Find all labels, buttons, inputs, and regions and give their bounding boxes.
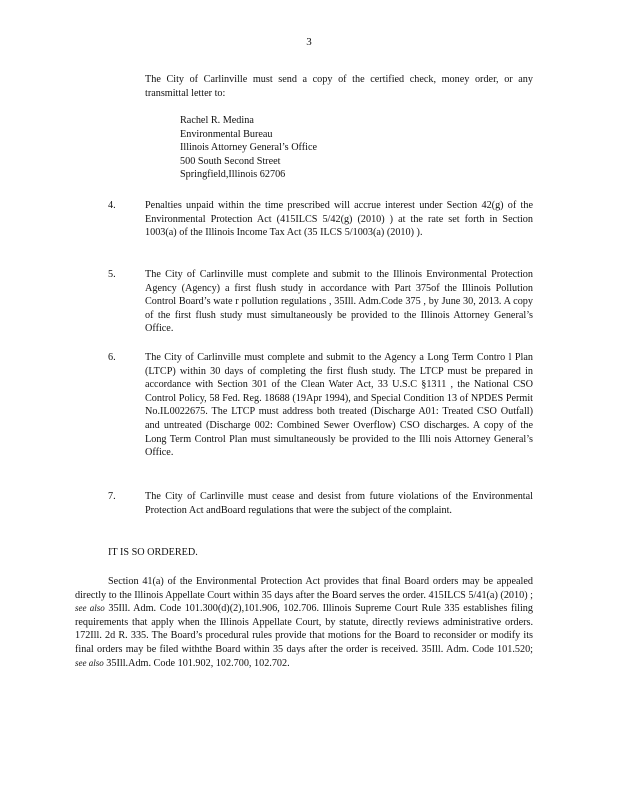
appeal-text-part3: 35Ill.Adm. Code 101.902, 102.700, 102.702. bbox=[103, 657, 290, 669]
item-number: 4. bbox=[108, 200, 116, 211]
address-line-name: Rachel R. Medina bbox=[180, 115, 254, 126]
item-text: The City of Carlinville must complete and submit to the Agency a Long Term Contro l Plan (LTCP) within 30 days of completing the first flush study. The LTCP must be prepared in accordance with Section 301 of the Clean Water Act, 33 U.S.C §1311 , the National CSO Control Policy, 58 Fed. Reg. 18688 (19Apr 1994), and Special Condition 13 of NPDES Permit No.IL0022675. The LTCP must address both treated (Discharge A01: Treated CSO Outfall) and untreated (Discharge 002: Combined Sewer Overflow) CSO discharges. A copy of the Long Term Control Plan must simultaneously be provided to the Illi nois Attorney General’s Office. bbox=[145, 352, 533, 459]
address-line-city: Springfield,Illinois 62706 bbox=[180, 169, 286, 181]
page-number: 3 bbox=[306, 36, 312, 48]
item-text: The City of Carlinville must cease and desist from future violations of the Environmental Protection Act andBoard regulations that were the subject of the complaint. bbox=[145, 491, 533, 516]
appeal-notice-paragraph bbox=[75, 575, 533, 670]
address-line-street: 500 South Second Street bbox=[180, 155, 281, 167]
address-line-office: Illinois Attorney General’s Office bbox=[180, 142, 318, 154]
item-text: Penalties unpaid within the time prescribed will accrue interest under Section 42(g) of the Environmental Protection Act (415ILCS 5/42(g) (2010) ) at the rate set forth in Section 1003(a) of the Illinois Income Tax Act (35 ILCS 5/1003(a) (2010) ). bbox=[145, 200, 533, 239]
intro-paragraph: The City of Carlinville must send a copy of the certified check, money order, or any transmittal letter to: bbox=[145, 74, 533, 99]
item-number: 6. bbox=[108, 352, 116, 363]
item-text: The City of Carlinville must complete and submit to the Illinois Environmental Protection Agency (Agency) a first flush study in accordance with Part 375of the Illinois Pollution Control Board’s wate r pollution regulations , 35Ill. Adm.Code 375 , by June 30, 2013. A copy of the first flush study must simultaneously be provided to the Illinois Attorney General’s Office. bbox=[145, 269, 533, 335]
address-line-bureau: Environmental Bureau bbox=[180, 128, 273, 140]
so-ordered-heading: IT IS SO ORDERED. bbox=[108, 547, 198, 558]
appeal-text-part2: 35Ill. Adm. Code 101.300(d)(2),101.906, 102.706. Illinois Supreme Court Rule 335 establishes filing requirements that apply when the Illinois Appellate Court, by statute, directly reviews administrative orders. 172Ill. 2d R. 335. The Board’s procedural rules provide that motions for the Board to reconsider or modify its final orders may be filed withthe Board within 35 days after the order is received. 35Ill. Adm. Code 101.520; bbox=[75, 603, 533, 655]
item-number: 5. bbox=[108, 269, 116, 280]
see-also-italic: see also bbox=[75, 657, 104, 668]
item-number: 7. bbox=[108, 491, 116, 502]
mailing-address bbox=[180, 114, 430, 182]
see-also-italic: see also bbox=[75, 603, 105, 614]
appeal-text-part1: Section 41(a) of the Environmental Protection Act provides that final Board orders may be appealed directly to the Illinois Appellate Court within 35 days after the Board serves the order. 415ILCS 5/41(a) (2010) ; bbox=[75, 576, 533, 601]
